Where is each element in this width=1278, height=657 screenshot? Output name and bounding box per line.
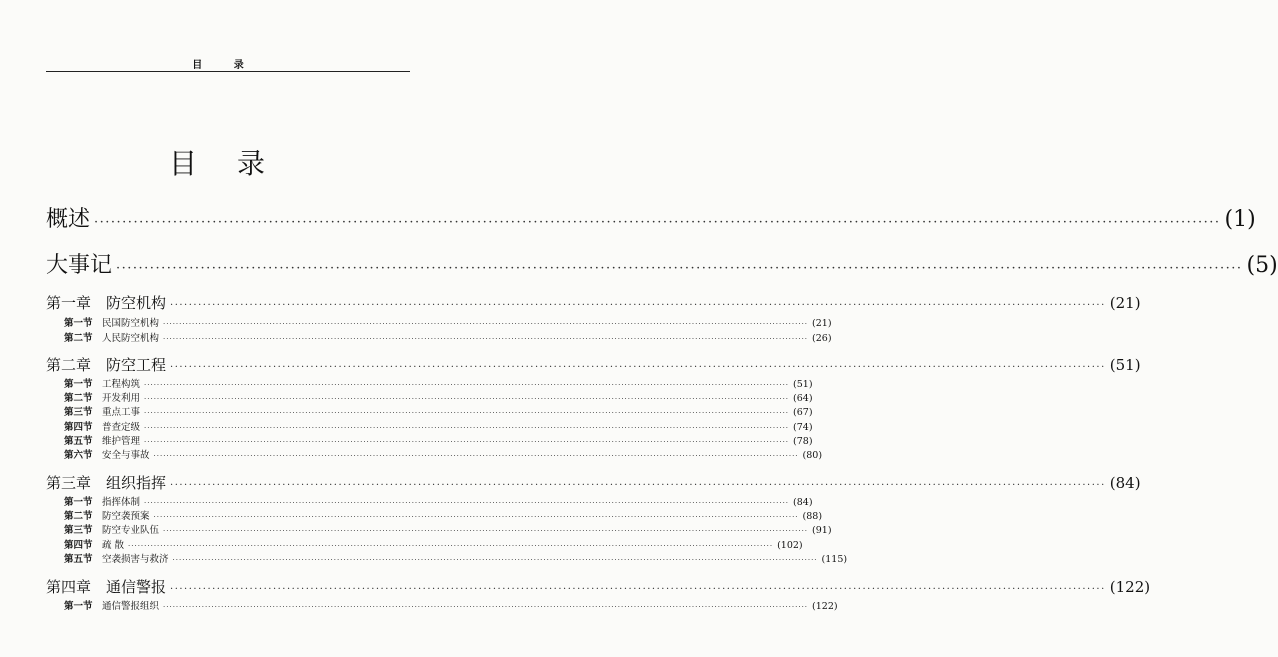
toc-section-number: 第四节 bbox=[64, 422, 93, 433]
toc-section-row bbox=[64, 598, 838, 612]
toc-section-row bbox=[64, 404, 813, 418]
toc-page-number: (122) bbox=[1109, 578, 1151, 596]
toc-section-title: 开发利用 bbox=[102, 393, 141, 404]
toc-page-number: (115) bbox=[821, 554, 848, 565]
toc-section-title: 普查定级 bbox=[102, 422, 141, 433]
toc-section-number: 第五节 bbox=[64, 436, 93, 447]
toc-section-number: 第六节 bbox=[64, 450, 93, 461]
dot-leader: ········································································································································································································ bbox=[163, 603, 809, 611]
toc-page-number: (51) bbox=[793, 379, 813, 390]
toc-section-row bbox=[64, 433, 813, 447]
toc-section-title: 空袭损害与救济 bbox=[102, 554, 169, 565]
dot-leader: ········································································································································································································ bbox=[163, 320, 809, 328]
toc-page-number: (80) bbox=[802, 450, 823, 461]
toc-page-number: (51) bbox=[1109, 356, 1141, 374]
toc-chapter-number: 第四章 bbox=[46, 578, 92, 596]
toc-section-row bbox=[64, 376, 813, 390]
toc-page-number: (91) bbox=[812, 525, 832, 536]
toc-chapter-number: 第一章 bbox=[46, 294, 92, 312]
toc-section-title: 指挥体制 bbox=[102, 497, 141, 508]
toc-section-title: 防空袭预案 bbox=[102, 511, 150, 522]
running-head-title: 目 录 bbox=[192, 60, 258, 71]
toc-section-row bbox=[64, 315, 832, 329]
dot-leader: ········································································································································································································ bbox=[94, 215, 1221, 230]
dot-leader: ········································································································································································································ bbox=[144, 395, 790, 403]
toc-top-title: 大事记 bbox=[46, 253, 113, 278]
toc-page-number: (26) bbox=[812, 333, 832, 344]
toc-section-title: 民国防空机构 bbox=[102, 318, 160, 329]
toc-top-row bbox=[46, 202, 1256, 233]
toc-page-number: (64) bbox=[793, 393, 813, 404]
toc-chapter-title: 通信警报 bbox=[106, 578, 167, 596]
toc-section-number: 第三节 bbox=[64, 407, 93, 418]
dot-leader: ········································································································································································································ bbox=[144, 499, 790, 507]
toc-chapter-title: 防空工程 bbox=[106, 356, 167, 374]
toc-chapter-row bbox=[46, 292, 1141, 313]
toc-top-title: 概述 bbox=[46, 207, 91, 232]
dot-leader: ········································································································································································································ bbox=[144, 381, 790, 389]
toc-section-title: 通信警报组织 bbox=[102, 601, 160, 612]
toc-page-number: (88) bbox=[802, 511, 823, 522]
toc-page-number: (5) bbox=[1246, 253, 1278, 278]
toc-chapter-number: 第二章 bbox=[46, 356, 92, 374]
toc-chapter-title: 防空机构 bbox=[106, 294, 167, 312]
toc-page-number: (21) bbox=[1109, 294, 1141, 312]
toc-page-number: (67) bbox=[793, 407, 813, 418]
toc-section-row bbox=[64, 494, 813, 508]
toc-section-number: 第二节 bbox=[64, 333, 93, 344]
toc-section-number: 第三节 bbox=[64, 525, 93, 536]
toc-top-row bbox=[46, 248, 1278, 279]
toc-section-number: 第一节 bbox=[64, 318, 93, 329]
toc-page-number: (102) bbox=[777, 540, 803, 551]
toc-page-number: (21) bbox=[812, 318, 832, 329]
toc-section-row bbox=[64, 419, 813, 433]
toc-section-number: 第五节 bbox=[64, 554, 93, 565]
dot-leader: ········································································································································································································ bbox=[163, 335, 809, 343]
toc-section-title: 人民防空机构 bbox=[102, 333, 160, 344]
toc-page-number: (1) bbox=[1224, 207, 1256, 232]
dot-leader: ········································································································································································································ bbox=[170, 584, 1106, 595]
toc-section-title: 安全与事故 bbox=[102, 450, 150, 461]
toc-section-row bbox=[64, 508, 823, 522]
dot-leader: ········································································································································································································ bbox=[172, 556, 818, 564]
toc-section-number: 第一节 bbox=[64, 497, 93, 508]
page-title: 目录 bbox=[168, 147, 305, 180]
toc-chapter-row bbox=[46, 472, 1141, 493]
toc-page-number: (74) bbox=[793, 422, 813, 433]
toc-chapter-number: 第三章 bbox=[46, 474, 92, 492]
toc-chapter-row bbox=[46, 354, 1141, 375]
toc-section-number: 第二节 bbox=[64, 393, 93, 404]
toc-section-row bbox=[64, 551, 848, 565]
header-rule bbox=[46, 71, 410, 72]
toc-section-number: 第二节 bbox=[64, 511, 93, 522]
dot-leader: ········································································································································································································ bbox=[128, 542, 774, 550]
toc-chapter-title: 组织指挥 bbox=[106, 474, 167, 492]
toc-section-title: 重点工事 bbox=[102, 407, 141, 418]
dot-leader: ········································································································································································································ bbox=[170, 300, 1106, 311]
toc-page-number: (84) bbox=[793, 497, 813, 508]
toc-section-row bbox=[64, 537, 803, 551]
dot-leader: ········································································································································································································ bbox=[153, 452, 799, 460]
toc-section-row bbox=[64, 522, 832, 536]
dot-leader: ········································································································································································································ bbox=[170, 362, 1106, 373]
toc-page-number: (84) bbox=[1109, 474, 1141, 492]
dot-leader: ········································································································································································································ bbox=[144, 409, 790, 417]
dot-leader: ········································································································································································································ bbox=[163, 527, 809, 535]
toc-section-number: 第四节 bbox=[64, 540, 93, 551]
toc-section-title: 工程构筑 bbox=[102, 379, 141, 390]
toc-section-number: 第一节 bbox=[64, 601, 93, 612]
toc-section-title: 防空专业队伍 bbox=[102, 525, 160, 536]
dot-leader: ········································································································································································································ bbox=[153, 513, 799, 521]
toc-page-number: (122) bbox=[812, 601, 838, 612]
toc-section-title: 维护管理 bbox=[102, 436, 141, 447]
toc-section-row bbox=[64, 447, 823, 461]
toc-section-row bbox=[64, 330, 832, 344]
toc-section-row bbox=[64, 390, 813, 404]
toc-section-number: 第一节 bbox=[64, 379, 93, 390]
dot-leader: ········································································································································································································ bbox=[144, 424, 790, 432]
toc-chapter-row bbox=[46, 576, 1151, 597]
dot-leader: ········································································································································································································ bbox=[170, 480, 1106, 491]
toc-section-title: 疏 散 bbox=[102, 540, 125, 551]
toc-page-number: (78) bbox=[793, 436, 813, 447]
dot-leader: ········································································································································································································ bbox=[116, 261, 1243, 276]
dot-leader: ········································································································································································································ bbox=[144, 438, 790, 446]
